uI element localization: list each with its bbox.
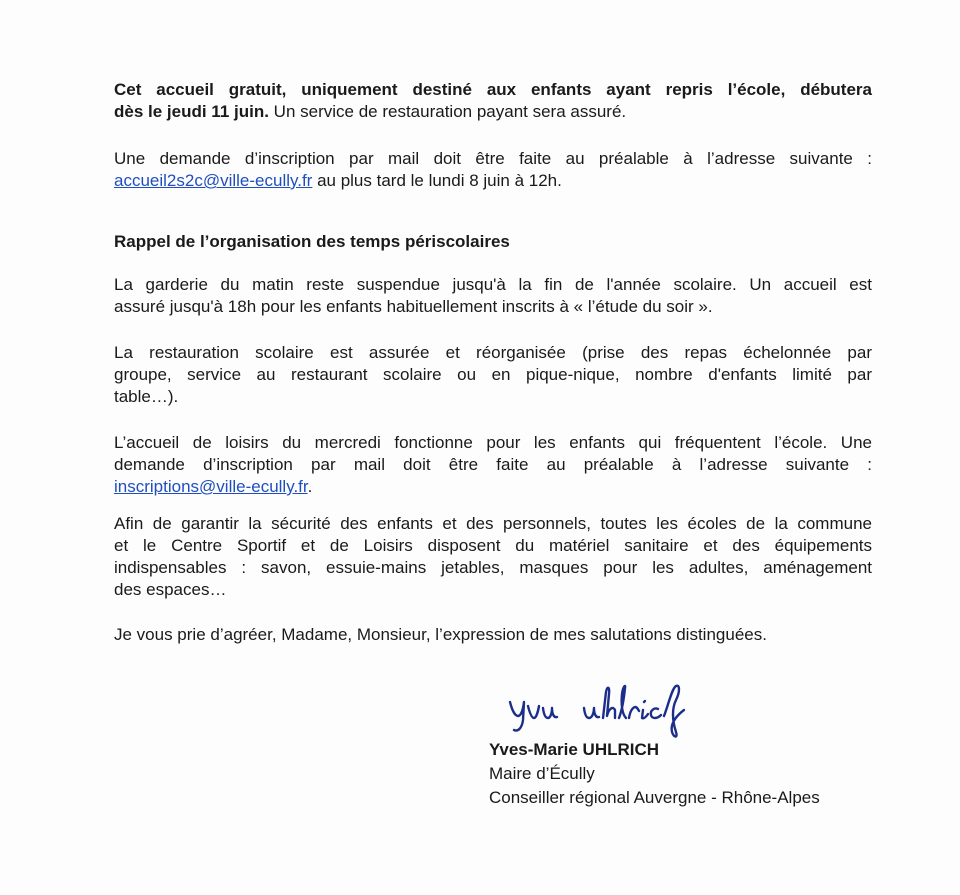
paragraph-wednesday-leisure-line1: L’accueil de loisirs du mercredi fonctionne pour les enfants qui fréquentent l’école. Une	[114, 433, 872, 452]
paragraph-morning-care-line2: assuré jusqu'à 18h pour les enfants habituellement inscrits à « l’étude du soir ».	[114, 297, 713, 316]
paragraph-reopening-line2	[114, 101, 872, 123]
paragraph-safety-line2: et le Centre Sportif et de Loisirs disposent du matériel sanitaire et des équipements	[114, 536, 872, 555]
paragraph-reopening	[114, 79, 872, 123]
paragraph-morning-care-line1: La garderie du matin reste suspendue jusqu'à la fin de l'année scolaire. Un accueil est	[114, 275, 872, 294]
paragraph-safety-line4: des espaces…	[114, 580, 227, 599]
paragraph-registration-line1: Une demande d’inscription par mail doit être faite au préalable à l’adresse suivante :	[114, 149, 872, 168]
paragraph-school-catering-line2: groupe, service au restaurant scolaire ou en pique-nique, nombre d'enfants limité par	[114, 365, 872, 384]
signer-block	[489, 738, 820, 810]
signer-title-regional: Conseiller régional Auvergne - Rhône-Alpes	[489, 788, 820, 807]
paragraph-school-catering-line3: table…).	[114, 387, 179, 406]
paragraph-safety-line3: indispensables : savon, essuie-mains jetables, masques pour les adultes, aménagement	[114, 558, 872, 577]
closing-salutation: Je vous prie d’agréer, Madame, Monsieur, l’expression de mes salutations distinguées.	[114, 625, 767, 644]
accueil-email-link[interactable]: accueil2s2c@ville-ecully.fr	[114, 171, 313, 190]
signer-title-mayor: Maire d’Écully	[489, 764, 595, 783]
paragraph-wednesday-leisure	[114, 432, 872, 498]
paragraph-reopening-line1: Cet accueil gratuit, uniquement destiné aux enfants ayant repris l’école, débutera	[114, 80, 872, 99]
catering-note: Un service de restauration payant sera assuré.	[268, 102, 627, 121]
registration-deadline: au plus tard le lundi 8 juin à 12h.	[312, 171, 562, 190]
section-heading: Rappel de l’organisation des temps périscolaires	[114, 232, 510, 251]
paragraph-wednesday-leisure-line2: demande d’inscription par mail doit être faite au préalable à l’adresse suivante :	[114, 455, 872, 474]
inscriptions-email-link[interactable]: inscriptions@ville-ecully.fr	[114, 477, 308, 496]
paragraph-safety	[114, 513, 872, 601]
sentence-end: .	[307, 477, 313, 496]
handwritten-signature	[506, 680, 726, 740]
signer-name: Yves-Marie UHLRICH	[489, 740, 660, 759]
paragraph-registration	[114, 148, 872, 192]
paragraph-morning-care	[114, 274, 872, 318]
paragraph-registration-line2	[114, 170, 872, 192]
paragraph-school-catering	[114, 342, 872, 408]
paragraph-school-catering-line1: La restauration scolaire est assurée et réorganisée (prise des repas échelonnée par	[114, 343, 872, 362]
paragraph-wednesday-leisure-line3	[114, 476, 872, 498]
reopening-date: dès le jeudi 11 juin.	[114, 102, 269, 121]
paragraph-safety-line1: Afin de garantir la sécurité des enfants et des personnels, toutes les écoles de la commune	[114, 514, 872, 533]
